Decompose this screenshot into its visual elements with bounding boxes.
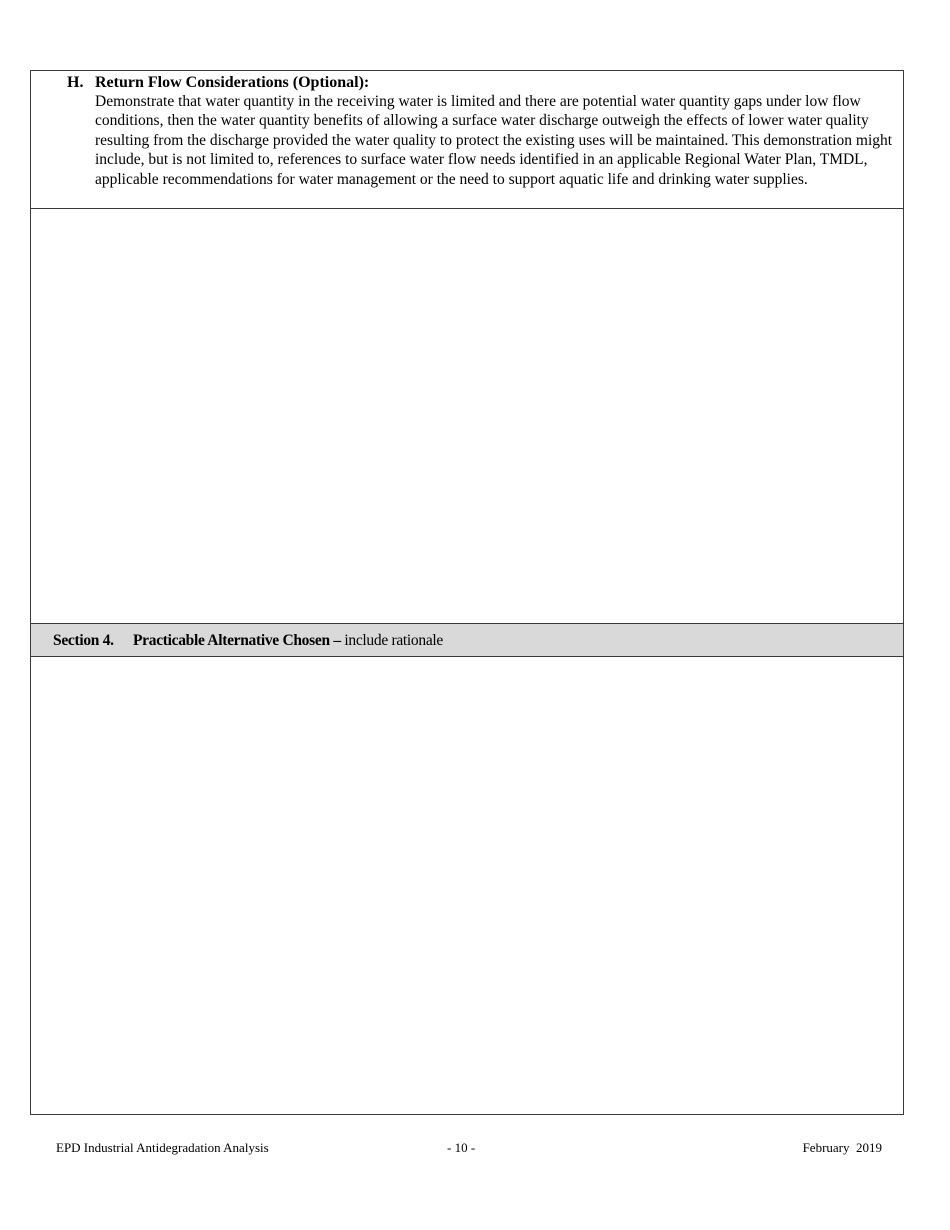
practicable-alternative-response-field[interactable] [31, 657, 903, 1114]
section-4-subtitle: include rationale [344, 632, 443, 649]
section-h-letter: H. [67, 74, 84, 91]
section-4-header [31, 623, 903, 657]
section-4-title-line [133, 632, 443, 650]
footer-page-number: - 10 - [447, 1140, 476, 1155]
section-h-instructions: Demonstrate that water quantity in the receiving water is limited and there are potential water quantity gaps under low flow conditions, then the water quantity benefits of allowing a surface water discharge outweigh the effects of lower water quality resulting from the discharge provided the water quality to protect the existing uses will be maintained. This demonstration might include, but is not limited to, references to surface water flow needs identified in an applicable Regional Water Plan, TMDL, applicable recommendations for water management or the need to support aquatic life and drinking water supplies. [95, 93, 893, 188]
section-4-title: Practicable Alternative Chosen [133, 632, 330, 649]
footer-date: February 2019 [802, 1140, 882, 1155]
footer-document-title: EPD Industrial Antidegradation Analysis [56, 1140, 269, 1155]
form-table [30, 70, 904, 1115]
return-flow-response-field[interactable] [31, 209, 903, 623]
section-4-number: Section 4. [53, 632, 114, 649]
section-h-block [31, 71, 903, 209]
section-4-dash: – [329, 632, 345, 649]
section-h-title: Return Flow Considerations (Optional): [95, 74, 370, 91]
